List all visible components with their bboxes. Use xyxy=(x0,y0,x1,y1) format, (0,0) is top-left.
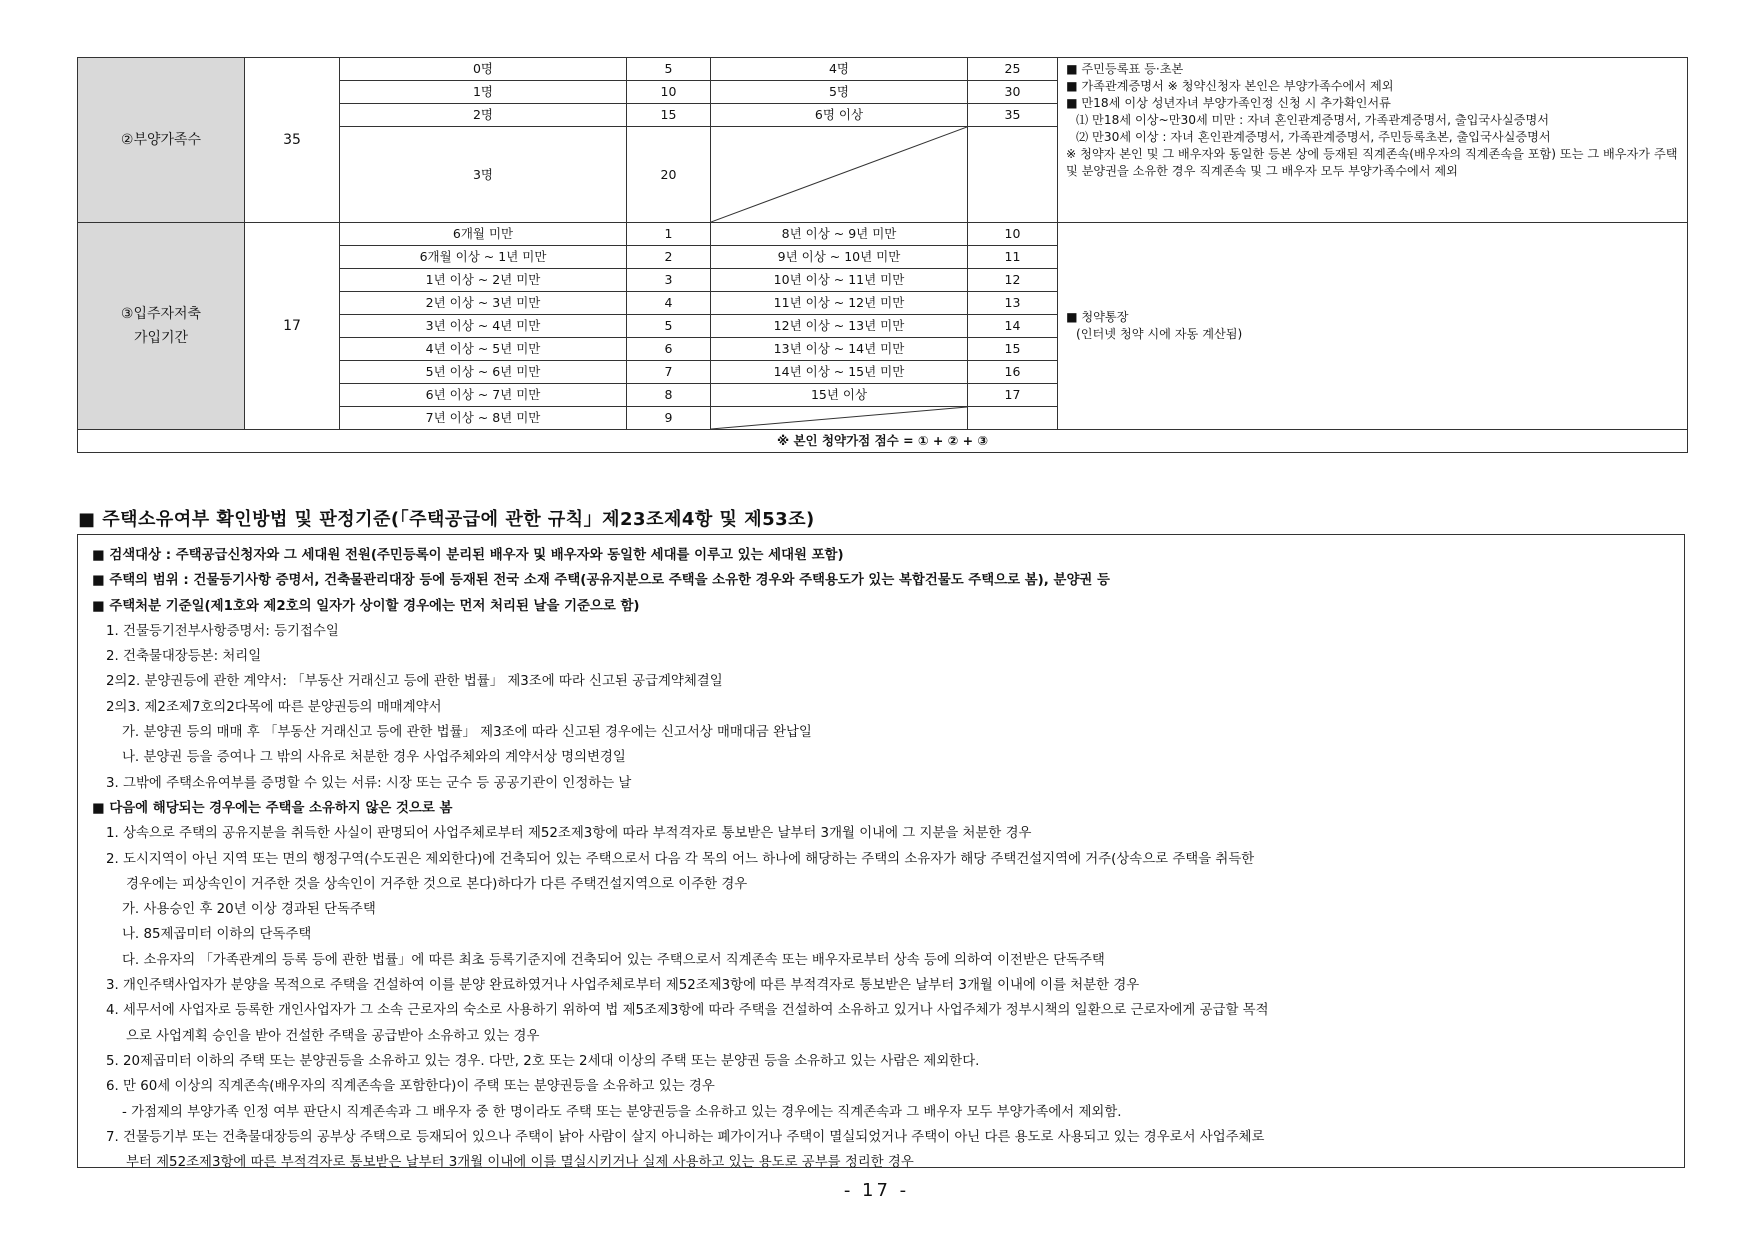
doc-line: ⑴ 만18세 이상~만30세 미만 : 자녀 혼인관계증명서, 가족관계증명서, 출입국사실증명서 xyxy=(1076,113,1550,127)
right-score: 30 xyxy=(968,81,1058,104)
right-label: 13년 이상 ~ 14년 미만 xyxy=(711,338,968,361)
page-number: - 17 - xyxy=(843,1180,910,1201)
right-label: 10년 이상 ~ 11년 미만 xyxy=(711,269,968,292)
right-label: 14년 이상 ~ 15년 미만 xyxy=(711,361,968,384)
max-points-dependents: 35 xyxy=(245,58,340,223)
left-label: 2명 xyxy=(340,104,627,127)
left-label: 6개월 미만 xyxy=(340,223,627,246)
right-label: 4명 xyxy=(711,58,968,81)
left-score: 8 xyxy=(627,384,711,407)
left-label: 0명 xyxy=(340,58,627,81)
right-label: 5명 xyxy=(711,81,968,104)
right-score: 12 xyxy=(968,269,1058,292)
score-table xyxy=(77,57,1688,453)
rules-line: 나. 분양권 등을 증여나 그 밖의 사유로 처분한 경우 사업주체와의 계약서상 명의변경일 xyxy=(122,750,626,766)
empty-diagonal-cell xyxy=(711,407,968,430)
right-score: 35 xyxy=(968,104,1058,127)
left-score: 1 xyxy=(627,223,711,246)
right-score: 14 xyxy=(968,315,1058,338)
right-score: 25 xyxy=(968,58,1058,81)
right-label: 9년 이상 ~ 10년 미만 xyxy=(711,246,968,269)
table-row xyxy=(78,430,1688,453)
right-score: 13 xyxy=(968,292,1058,315)
category-line: 가입기간 xyxy=(133,330,189,346)
left-score: 5 xyxy=(627,58,711,81)
right-label: 6명 이상 xyxy=(711,104,968,127)
rules-line: ■ 주택처분 기준일(제1호와 제2호의 일자가 상이할 경우에는 먼저 처리된 날을 기준으로 함) xyxy=(92,598,640,614)
rules-box xyxy=(77,534,1685,1171)
empty-cell xyxy=(968,127,1058,223)
rules-line: 가. 사용승인 후 20년 이상 경과된 단독주택 xyxy=(122,902,376,918)
right-score: 11 xyxy=(968,246,1058,269)
rules-line: ■ 다음에 해당되는 경우에는 주택을 소유하지 않은 것으로 봄 xyxy=(92,800,453,816)
rules-line: 경우에는 피상속인이 거주한 것을 상속인이 거주한 것으로 본다)하다가 다른 주택건설지역으로 이주한 경우 xyxy=(126,876,748,892)
left-score: 5 xyxy=(627,315,711,338)
left-score: 4 xyxy=(627,292,711,315)
right-score: 16 xyxy=(968,361,1058,384)
right-label: 8년 이상 ~ 9년 미만 xyxy=(711,223,968,246)
table-row xyxy=(78,223,1688,246)
diagonal-line xyxy=(711,127,967,222)
left-label: 4년 이상 ~ 5년 미만 xyxy=(340,338,627,361)
rules-line: 7. 건물등기부 또는 건축물대장등의 공부상 주택으로 등재되어 있으나 주택이 낡아 사람이 살지 아니하는 폐가이거나 주택이 멸실되었거나 주택이 아닌 다른 용도로 사용되고 있는 경우로서 사업주체로 xyxy=(106,1129,1265,1145)
doc-line: ■ 만18세 이상 성년자녀 부양가족인정 신청 시 추가확인서류 xyxy=(1066,96,1391,110)
category-line: ③입주자저축 xyxy=(120,306,202,322)
rules-line: 나. 85제곱미터 이하의 단독주택 xyxy=(122,927,312,943)
left-label: 6년 이상 ~ 7년 미만 xyxy=(340,384,627,407)
category-savings xyxy=(78,223,245,430)
rules-line: 4. 세무서에 사업자로 등록한 개인사업자가 그 소속 근로자의 숙소로 사용하기 위하여 법 제5조제3항에 따라 주택을 건설하여 소유하고 있거나 사업주체가 정부시책의 일환으로 근로자에게 공급할 목적 xyxy=(106,1003,1269,1019)
rules-line: 2의3. 제2조제7호의2다목에 따른 분양권등의 매매계약서 xyxy=(106,699,442,715)
doc-line: ■ 주민등록표 등·초본 xyxy=(1066,62,1184,76)
rules-line: 부터 제52조제3항에 따른 부적격자로 통보받은 날부터 3개월 이내에 이를 멸실시키거나 실제 사용하고 있는 용도로 공부를 정리한 경우 xyxy=(126,1155,914,1171)
rules-line: 6. 만 60세 이상의 직계존속(배우자의 직계존속을 포함한다)이 주택 또는 분양권등을 소유하고 있는 경우 xyxy=(106,1079,715,1095)
rules-line: 다. 소유자의 「가족관계의 등록 등에 관한 법률」에 따른 최초 등록기준지에 건축되어 있는 주택으로서 직계존속 또는 배우자로부터 상속 등에 의하여 이전받은 단독주택 xyxy=(122,952,1105,968)
left-label: 5년 이상 ~ 6년 미만 xyxy=(340,361,627,384)
rules-line: 2. 건축물대장등본: 처리일 xyxy=(106,649,262,665)
rules-line: 3. 개인주택사업자가 분양을 목적으로 주택을 건설하여 이를 분양 완료하였거나 사업주체로부터 제52조제3항에 따른 부적격자로 통보받은 날부터 3개월 이내에 이를 처분한 경우 xyxy=(106,978,1140,994)
empty-diagonal-cell xyxy=(711,127,968,223)
rules-line: 가. 분양권 등의 매매 후 「부동산 거래신고 등에 관한 법률」 제3조에 따라 신고된 경우에는 신고서상 매매대금 완납일 xyxy=(122,725,812,741)
right-score: 10 xyxy=(968,223,1058,246)
left-score: 3 xyxy=(627,269,711,292)
max-points-savings: 17 xyxy=(245,223,340,430)
table-row xyxy=(78,58,1688,81)
right-label: 12년 이상 ~ 13년 미만 xyxy=(711,315,968,338)
left-score: 7 xyxy=(627,361,711,384)
category-dependents: ②부양가족수 xyxy=(78,58,245,223)
left-label: 3명 xyxy=(340,127,627,223)
left-score: 10 xyxy=(627,81,711,104)
left-score: 2 xyxy=(627,246,711,269)
rules-line: 3. 그밖에 주택소유여부를 증명할 수 있는 서류: 시장 또는 군수 등 공공기관이 인정하는 날 xyxy=(106,775,632,791)
diagonal-line xyxy=(711,407,967,429)
left-label: 1명 xyxy=(340,81,627,104)
section-heading: ■ 주택소유여부 확인방법 및 판정기준(「주택공급에 관한 규칙」제23조제4항 및 제53조) xyxy=(78,509,815,530)
right-label: 15년 이상 xyxy=(711,384,968,407)
left-label: 2년 이상 ~ 3년 미만 xyxy=(340,292,627,315)
left-score: 6 xyxy=(627,338,711,361)
doc-line: ■ 청약통장 xyxy=(1066,310,1129,324)
rules-line: 2의2. 분양권등에 관한 계약서: 「부동산 거래신고 등에 관한 법률」 제3조에 따라 신고된 공급계약체결일 xyxy=(106,674,723,690)
left-label: 6개월 이상 ~ 1년 미만 xyxy=(340,246,627,269)
total-score-note: ※ 본인 청약가점 점수 = ① + ② + ③ xyxy=(78,430,1688,453)
left-label: 3년 이상 ~ 4년 미만 xyxy=(340,315,627,338)
left-score: 9 xyxy=(627,407,711,430)
left-label: 1년 이상 ~ 2년 미만 xyxy=(340,269,627,292)
left-score: 15 xyxy=(627,104,711,127)
left-score: 20 xyxy=(627,127,711,223)
doc-line: ※ 청약자 본인 및 그 배우자와 동일한 등본 상에 등재된 직계존속(배우자의 직계존속을 포함) 또는 그 배우자가 주택 및 분양권을 소유한 경우 직계존속 및 그 배우자 모두 부양가족수에서 제외 xyxy=(1066,147,1678,178)
rules-line: 2. 도시지역이 아닌 지역 또는 면의 행정구역(수도권은 제외한다)에 건축되어 있는 주택으로서 다음 각 목의 어느 하나에 해당하는 주택의 소유자가 해당 주택건설지역에 거주(상속으로 주택을 취득한 xyxy=(106,851,1255,867)
rules-line: 으로 사업계획 승인을 받아 건설한 주택을 공급받아 소유하고 있는 경우 xyxy=(126,1028,540,1044)
rules-line: - 가점제의 부양가족 인정 여부 판단시 직계존속과 그 배우자 중 한 명이라도 주택 또는 분양권등을 소유하고 있는 경우에는 직계존속과 그 배우자 모두 부양가족에서 제외함. xyxy=(122,1104,1122,1120)
right-label: 11년 이상 ~ 12년 미만 xyxy=(711,292,968,315)
documents-dependents xyxy=(1058,58,1688,223)
doc-line: ■ 가족관계증명서 ※ 청약신청자 본인은 부양가족수에서 제외 xyxy=(1066,79,1394,93)
documents-savings xyxy=(1058,223,1688,430)
rules-line: ■ 검색대상 : 주택공급신청자와 그 세대원 전원(주민등록이 분리된 배우자 및 배우자와 동일한 세대를 이루고 있는 세대원 포함) xyxy=(92,548,844,563)
rules-line: 1. 상속으로 주택의 공유지분을 취득한 사실이 판명되어 사업주체로부터 제52조제3항에 따라 부적격자로 통보받은 날부터 3개월 이내에 그 지분을 처분한 경우 xyxy=(106,826,1032,842)
rules-line: 1. 건물등기전부사항증명서: 등기접수일 xyxy=(106,623,339,639)
rules-line: ■ 주택의 범위 : 건물등기사항 증명서, 건축물관리대장 등에 등재된 전국 소재 주택(공유지분으로 주택을 소유한 경우와 주택용도가 있는 복합건물도 주택으로 봄), 분양권 등 xyxy=(92,573,1110,589)
rules-line: 5. 20제곱미터 이하의 주택 또는 분양권등을 소유하고 있는 경우. 다만, 2호 또는 2세대 이상의 주택 또는 분양권 등을 소유하고 있는 사람은 제외한다. xyxy=(106,1053,980,1069)
empty-cell xyxy=(968,407,1058,430)
doc-line: ⑵ 만30세 이상 : 자녀 혼인관계증명서, 가족관계증명서, 주민등록초본, 출입국사실증명서 xyxy=(1076,130,1551,144)
right-score: 15 xyxy=(968,338,1058,361)
left-label: 7년 이상 ~ 8년 미만 xyxy=(340,407,627,430)
doc-line: (인터넷 청약 시에 자동 계산됨) xyxy=(1076,327,1243,341)
right-score: 17 xyxy=(968,384,1058,407)
